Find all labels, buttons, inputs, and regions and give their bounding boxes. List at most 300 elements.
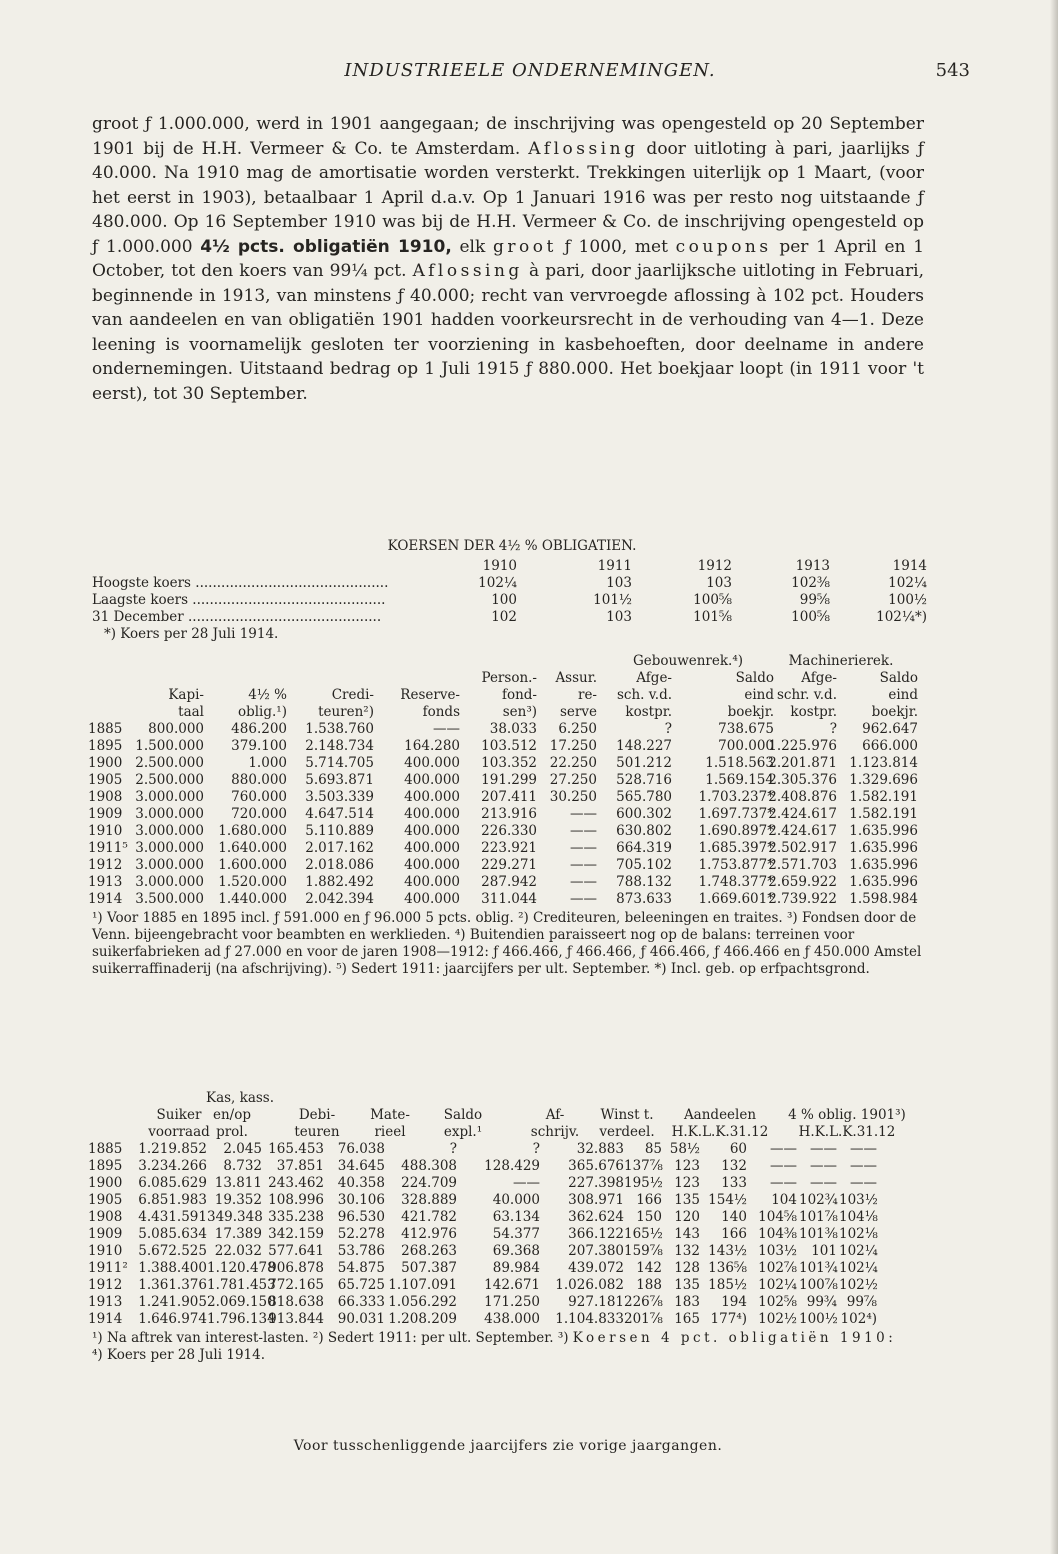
column-header: Credi-: [331, 687, 374, 703]
row-value: ——: [570, 857, 597, 873]
row-value: 3.503.339: [305, 789, 374, 805]
row-value: 3.000.000: [135, 789, 204, 805]
column-header: Saldo: [879, 670, 918, 686]
body-text-2: door uitloting à pari, jaarlijks ƒ 40.000. Na 1910 mag de amortisatie worden versterkt. Trekkingen uiterlijk op 1 Maart, (voor het eerst in 1903), betaalbaar 1 April d.a.v. Op 1 Januari 1916 was per resto nog uitstaande ƒ 480.000. Op 16 September 1910 was bij de H.H. Vermeer & Co. de inschrijving opengesteld op ƒ 1.000.000: [92, 138, 924, 257]
column-header: Person.-: [481, 670, 537, 686]
row-value: 226⅞: [624, 1294, 663, 1310]
body-text-aflossing: Aflossing: [528, 138, 639, 159]
suiker-row: [88, 1192, 922, 1209]
row-value: 400.000: [404, 891, 460, 907]
row-value: ——: [770, 1175, 797, 1191]
column-header: serve: [560, 704, 597, 720]
row-value: 5.085.634: [138, 1226, 207, 1242]
column-header: H.K.L.K.31.12: [671, 1124, 769, 1140]
row-value: 226.330: [481, 823, 537, 839]
row-value: 102⅛: [839, 1226, 878, 1242]
koers-value: 101⅝: [693, 609, 732, 625]
row-value: 159⅞: [624, 1243, 663, 1259]
row-year: 1912: [88, 857, 123, 873]
row-year: 1885: [88, 1141, 123, 1157]
row-value: 102¾: [799, 1192, 838, 1208]
row-value: 4.431.591: [138, 1209, 207, 1225]
jaarcijfers-row: [88, 891, 922, 908]
jaarcijfers-row: [88, 823, 922, 840]
row-year: 1914: [88, 891, 123, 907]
column-header: Afge-: [636, 670, 672, 686]
row-value: 1.635.996: [849, 840, 918, 856]
row-value: 142.671: [484, 1277, 540, 1293]
row-value: 3.000.000: [135, 840, 204, 856]
row-value: 102¼: [839, 1243, 878, 1259]
row-value: 3.000.000: [135, 857, 204, 873]
row-value: ?: [532, 1141, 540, 1157]
row-value: 102⅞: [758, 1260, 797, 1276]
row-value: 400.000: [404, 755, 460, 771]
row-value: 1.640.000: [218, 840, 287, 856]
column-header: 4 % oblig. 1901³): [788, 1107, 906, 1123]
suiker-row: [88, 1260, 922, 1277]
header-row-1: [92, 1090, 922, 1107]
row-value: 165.453: [268, 1141, 324, 1157]
koersen-footnote: *) Koers per 28 Juli 1914.: [104, 626, 279, 642]
row-value: 800.000: [148, 721, 204, 737]
row-value: 488.308: [401, 1158, 457, 1174]
koers-value: 100: [491, 592, 517, 608]
koersen-title-row: [92, 538, 892, 558]
row-value: 565.780: [616, 789, 672, 805]
column-header: expl.¹: [443, 1124, 483, 1140]
row-value: 99¾: [806, 1294, 837, 1310]
row-value: 27.250: [549, 772, 597, 788]
row-value: 104⅜: [758, 1226, 797, 1242]
suiker-footnote-text: ¹) Na aftrek van interest-lasten. ²) Sedert 1911: per ult. September. ³): [92, 1330, 573, 1346]
row-value: 213.916: [481, 806, 537, 822]
suiker-table: [88, 1090, 922, 1364]
column-header: kostpr.: [790, 704, 837, 720]
row-value: 1.635.996: [849, 857, 918, 873]
column-header: sen³): [502, 704, 537, 720]
koers-value: 102⅜: [791, 575, 830, 591]
koers-value: 102¼: [478, 575, 517, 591]
row-value: 2.500.000: [135, 755, 204, 771]
row-value: 6.250: [558, 721, 597, 737]
row-value: 1.796.134: [207, 1311, 276, 1327]
suiker-footnote-spaced: Koersen 4 pct. obligatiën 1910:: [572, 1330, 897, 1346]
row-value: 40.358: [337, 1175, 385, 1191]
row-value: 38.033: [489, 721, 537, 737]
row-value: 17.250: [549, 738, 597, 754]
row-value: 32.883: [576, 1141, 624, 1157]
row-value: 30.106: [337, 1192, 385, 1208]
row-value: 99⅞: [846, 1294, 877, 1310]
row-value: 335.238: [268, 1209, 324, 1225]
row-value: 1.680.000: [218, 823, 287, 839]
suiker-footnote-1: [92, 1330, 922, 1347]
row-value: 772.165: [268, 1277, 324, 1293]
row-value: 308.971: [568, 1192, 624, 1208]
koers-value: 101½: [593, 592, 632, 608]
row-value: 349.348: [207, 1209, 263, 1225]
row-value: ——: [810, 1175, 837, 1191]
column-header: re-: [577, 687, 597, 703]
column-header: schrijv.: [530, 1124, 580, 1140]
row-year: 1900: [88, 1175, 123, 1191]
koers-value: 100½: [888, 592, 927, 608]
jaarcijfers-row: [88, 789, 922, 806]
row-value: 268.263: [401, 1243, 457, 1259]
row-value: 40.000: [492, 1192, 540, 1208]
column-header: rieel: [374, 1124, 406, 1140]
body-text-4: ƒ 1000, met: [556, 236, 676, 257]
row-value: 123: [674, 1175, 700, 1191]
column-header: prol.: [216, 1124, 248, 1140]
row-year: 1885: [88, 721, 123, 737]
row-value: 400.000: [404, 857, 460, 873]
row-value: 22.032: [214, 1243, 262, 1259]
row-value: 207.411: [481, 789, 537, 805]
row-value: 30.250: [549, 789, 597, 805]
row-value: ——: [850, 1141, 877, 1157]
row-value: 19.352: [214, 1192, 262, 1208]
row-value: 188: [636, 1277, 662, 1293]
year-header: 1910: [482, 558, 517, 574]
row-value: 1.518.563: [705, 755, 774, 771]
header-row-3: [92, 1124, 922, 1141]
row-value: ?: [449, 1141, 457, 1157]
jaarcijfers-row: [88, 721, 922, 738]
row-year: 1909: [88, 1226, 123, 1242]
row-value: 2.017.162: [305, 840, 374, 856]
row-value: 123: [674, 1158, 700, 1174]
row-value: 1.026.082: [555, 1277, 624, 1293]
koers-value: 100⅝: [791, 609, 830, 625]
row-value: 738.675: [718, 721, 774, 737]
row-value: ——: [513, 1175, 540, 1191]
row-value: 664.319: [616, 840, 672, 856]
row-value: 873.633: [616, 891, 672, 907]
row-value: 1.569.154: [705, 772, 774, 788]
row-value: 2.502.917: [768, 840, 837, 856]
row-value: 54.377: [492, 1226, 540, 1242]
row-value: 439.072: [568, 1260, 624, 1276]
row-year: 1908: [88, 789, 123, 805]
suiker-row: [88, 1311, 922, 1328]
row-value: 1.635.996: [849, 823, 918, 839]
row-value: 201⅞: [624, 1311, 663, 1327]
year-header: 1911: [597, 558, 632, 574]
row-value: 379.100: [231, 738, 287, 754]
row-value: 13.811: [214, 1175, 262, 1191]
row-value: 6.085.629: [138, 1175, 207, 1191]
koersen-years-row: [92, 558, 927, 575]
row-value: 913.844: [268, 1311, 324, 1327]
row-value: 1.538.760: [305, 721, 374, 737]
suiker-row: [88, 1277, 922, 1294]
year-header: 1913: [795, 558, 830, 574]
koersen-title: KOERSEN DER 4½ % OBLIGATIEN.: [387, 538, 637, 554]
row-value: 102⁴): [840, 1311, 877, 1327]
row-value: 5.110.889: [305, 823, 374, 839]
row-value: 108.996: [268, 1192, 324, 1208]
row-value: 287.942: [481, 874, 537, 890]
row-value: 102½: [839, 1277, 878, 1293]
column-header: eind: [888, 687, 918, 703]
koersen-row: [92, 592, 927, 609]
row-value: 1.600.000: [218, 857, 287, 873]
koers-value: 102¼: [888, 575, 927, 591]
column-header: Aandeelen: [683, 1107, 757, 1123]
row-value: 102¼: [839, 1260, 878, 1276]
row-value: 501.212: [616, 755, 672, 771]
row-value: 177⁴): [710, 1311, 747, 1327]
row-year: 1905: [88, 772, 123, 788]
column-header: Kapi-: [168, 687, 204, 703]
row-value: 185½: [708, 1277, 747, 1293]
row-value: 137⅞: [624, 1158, 663, 1174]
row-value: 666.000: [862, 738, 918, 754]
row-value: 1.056.292: [388, 1294, 457, 1310]
row-value: 223.921: [481, 840, 537, 856]
row-value: 1.697.737*: [698, 806, 774, 822]
suiker-row: [88, 1226, 922, 1243]
row-value: 150: [636, 1209, 662, 1225]
row-value: ——: [770, 1141, 797, 1157]
row-value: ——: [850, 1158, 877, 1174]
row-value: 2.424.617: [768, 823, 837, 839]
column-header: Af-: [545, 1107, 565, 1123]
row-value: 54.875: [337, 1260, 385, 1276]
koers-value: 100⅝: [693, 592, 732, 608]
row-value: ——: [850, 1175, 877, 1191]
column-header: schr. v.d.: [777, 687, 837, 703]
row-value: 85: [644, 1141, 662, 1157]
column-header: en/op: [212, 1107, 251, 1123]
column-header: Mate-: [370, 1107, 410, 1123]
koers-value: 102: [491, 609, 517, 625]
jaarcijfers-row: [88, 874, 922, 891]
row-value: 191.299: [481, 772, 537, 788]
row-value: 166: [636, 1192, 662, 1208]
row-value: 120: [674, 1209, 700, 1225]
row-value: 1.582.191: [849, 789, 918, 805]
row-value: 906.878: [268, 1260, 324, 1276]
row-value: 128: [674, 1260, 700, 1276]
row-value: 2.045: [223, 1141, 262, 1157]
row-value: 76.038: [337, 1141, 385, 1157]
row-value: 101⅞: [799, 1209, 838, 1225]
row-value: 600.302: [616, 806, 672, 822]
column-header: boekjr.: [871, 704, 918, 720]
row-year: 1905: [88, 1192, 123, 1208]
jaarcijfers-row: [88, 857, 922, 874]
year-header: 1912: [697, 558, 732, 574]
koersen-footnote-row: [92, 626, 892, 643]
column-header: Saldo: [443, 1107, 483, 1123]
row-value: 400.000: [404, 789, 460, 805]
row-value: 22.250: [549, 755, 597, 771]
row-value: 195½: [624, 1175, 663, 1191]
row-value: 1.225.976: [768, 738, 837, 754]
body-text-coupons: coupons: [675, 236, 772, 257]
row-year: 1911⁵: [88, 840, 128, 856]
row-value: 1.582.191: [849, 806, 918, 822]
group-header-gebouwen: Gebouwenrek.⁴): [632, 653, 744, 669]
row-value: 1.685.397*: [698, 840, 774, 856]
jaarcijfers-row: [88, 806, 922, 823]
row-value: 1.208.209: [388, 1311, 457, 1327]
row-value: 400.000: [404, 806, 460, 822]
row-value: 154½: [708, 1192, 747, 1208]
column-header: voorraad: [148, 1124, 210, 1140]
header-row-1: [92, 670, 922, 687]
row-value: 148.227: [616, 738, 672, 754]
suiker-row: [88, 1158, 922, 1175]
row-value: 17.389: [214, 1226, 262, 1242]
row-value: 1.361.376: [138, 1277, 207, 1293]
row-value: 962.647: [862, 721, 918, 737]
suiker-row: [88, 1141, 922, 1158]
group-header-machinerie: Machinerierek.: [788, 653, 894, 669]
row-value: 165½: [624, 1226, 663, 1242]
row-value: 183: [674, 1294, 700, 1310]
jaarcijfers-row: [88, 840, 922, 857]
body-text-6: à pari, door jaarlijksche uitloting in Februari, beginnende in 1913, van minstens ƒ 40.000; recht van vervroegde aflossing à 102 pct. Houders van aandeelen en van obligatiën 1901 hadden voorkeursrecht in de verhouding van 4—1. Deze leening is voornamelijk gesloten ter voorziening in kasbehoeften, door deelname in andere ondernemingen. Uitstaand bedrag op 1 Juli 1915 ƒ 880.000. Het boekjaar loopt (in 1911 voor 't eerst), tot 30 September.: [92, 261, 924, 404]
jaarcijfers-row: [88, 755, 922, 772]
row-year: 1910: [88, 1243, 123, 1259]
row-value: 69.368: [492, 1243, 540, 1259]
row-label: Hoogste koers .............................................: [92, 575, 389, 591]
row-value: 400.000: [404, 772, 460, 788]
header-row-3: [92, 704, 922, 721]
column-header: eind: [744, 687, 774, 703]
row-value: 103½: [839, 1192, 878, 1208]
row-value: 2.571.703: [768, 857, 837, 873]
row-value: 4.647.514: [305, 806, 374, 822]
row-value: 412.976: [401, 1226, 457, 1242]
row-value: 227.398: [568, 1175, 624, 1191]
row-value: 1.635.996: [849, 874, 918, 890]
row-value: 720.000: [231, 806, 287, 822]
row-value: 1.690.897*: [698, 823, 774, 839]
row-value: ——: [570, 874, 597, 890]
row-value: 2.069.150: [207, 1294, 276, 1310]
column-header: teuren: [294, 1124, 340, 1140]
row-value: 400.000: [404, 840, 460, 856]
column-header: fond-: [501, 687, 537, 703]
row-value: 2.305.376: [768, 772, 837, 788]
page-header: [90, 60, 970, 90]
row-value: ——: [433, 721, 460, 737]
row-value: 100½: [799, 1311, 838, 1327]
row-value: 165: [674, 1311, 700, 1327]
row-value: ——: [570, 840, 597, 856]
column-header: verdeel.: [599, 1124, 655, 1140]
row-value: 1.781.453: [207, 1277, 276, 1293]
row-value: 362.624: [568, 1209, 624, 1225]
column-header: Suiker: [156, 1107, 202, 1123]
row-value: 90.031: [337, 1311, 385, 1327]
row-label: 31 December .............................................: [92, 609, 382, 625]
row-value: 700.000: [718, 738, 774, 754]
row-value: 65.725: [337, 1277, 385, 1293]
koersen-row: [92, 575, 927, 592]
row-value: 2.424.617: [768, 806, 837, 822]
row-value: 328.889: [401, 1192, 457, 1208]
row-value: ——: [570, 806, 597, 822]
column-header: Winst t.: [600, 1107, 654, 1123]
row-value: 342.159: [268, 1226, 324, 1242]
row-value: 104⅛: [839, 1209, 878, 1225]
row-value: ?: [829, 721, 837, 737]
row-value: 164.280: [404, 738, 460, 754]
row-value: 135: [674, 1192, 700, 1208]
row-value: 101: [811, 1243, 837, 1259]
page-number: 543: [935, 60, 970, 81]
row-value: 400.000: [404, 874, 460, 890]
row-year: 1909: [88, 806, 123, 822]
page-edge-shadow: [1050, 0, 1058, 1554]
row-year: 1910: [88, 823, 123, 839]
row-value: ?: [664, 721, 672, 737]
body-text-obligaties-1910: 4½ pcts. obligatiën 1910,: [200, 236, 452, 257]
final-note: Voor tusschenliggende jaarcijfers zie vorige jaargangen.: [293, 1438, 723, 1454]
koers-value: 103: [706, 575, 732, 591]
row-value: 1.646.974: [138, 1311, 207, 1327]
suiker-footnote-2: ⁴) Koers per 28 Juli 1914.: [92, 1347, 266, 1363]
row-value: 2.408.876: [768, 789, 837, 805]
row-value: 102¼: [758, 1277, 797, 1293]
row-value: 705.102: [616, 857, 672, 873]
row-value: 1.882.492: [305, 874, 374, 890]
row-value: 102⅝: [758, 1294, 797, 1310]
row-value: 2.018.086: [305, 857, 374, 873]
body-text-5: per 1 April en 1 October, tot den koers van 99¼ pct.: [92, 236, 925, 281]
koersen-table: [92, 538, 927, 643]
row-value: 60: [729, 1141, 747, 1157]
koers-value: 103: [606, 609, 632, 625]
suiker-row: [88, 1209, 922, 1226]
row-value: 1.123.814: [849, 755, 918, 771]
column-header: H.K.L.K.31.12: [798, 1124, 896, 1140]
year-header: 1914: [892, 558, 927, 574]
row-value: 486.200: [231, 721, 287, 737]
row-value: 2.659.922: [768, 874, 837, 890]
jaarcijfers-footnote: ¹) Voor 1885 en 1895 incl. ƒ 591.000 en ƒ 96.000 5 pcts. oblig. ²) Crediteuren, beleeningen en traites. ³) Fondsen door de Venn. bijeengebracht voor beambten en werklieden. ⁴) Buitendien paraisseert nog op de balans: terreinen voor suikerfabrieken ad ƒ 27.000 en voor de jaren 1908—1912: ƒ 466.466, ƒ 466.466, ƒ 466.466, ƒ 466.466 en ƒ 450.000 Amstel suikerraffinaderij (na afschrijving). ⁵) Sedert 1911: jaarcijfers per ult. September. *) Incl. geb. op erfpachtsgrond.: [92, 910, 922, 977]
row-value: 229.271: [481, 857, 537, 873]
row-value: 507.387: [401, 1260, 457, 1276]
row-value: 927.181: [568, 1294, 624, 1310]
row-value: 1.120.478: [207, 1260, 276, 1276]
body-text-1: groot ƒ 1.000.000, werd in 1901 aangegaan; de inschrijving was opengesteld op 20 September 1901 bij de H.H. Vermeer & Co. te Amsterdam.: [92, 114, 924, 159]
running-title: INDUSTRIEELE ONDERNEMINGEN.: [344, 60, 716, 81]
row-value: 421.782: [401, 1209, 457, 1225]
column-header: Assur.: [555, 670, 597, 686]
column-header: teuren²): [318, 704, 374, 720]
row-value: 103.512: [481, 738, 537, 754]
row-year: 1913: [88, 874, 123, 890]
koers-value: 103: [606, 575, 632, 591]
row-value: 438.000: [484, 1311, 540, 1327]
row-value: 103.352: [481, 755, 537, 771]
row-value: 132: [721, 1158, 747, 1174]
row-value: 1.598.984: [849, 891, 918, 907]
row-value: 136⅝: [708, 1260, 747, 1276]
row-year: 1908: [88, 1209, 123, 1225]
header-row-2: [92, 687, 922, 704]
row-value: 34.645: [337, 1158, 385, 1174]
row-value: 5.714.705: [305, 755, 374, 771]
row-value: 528.716: [616, 772, 672, 788]
